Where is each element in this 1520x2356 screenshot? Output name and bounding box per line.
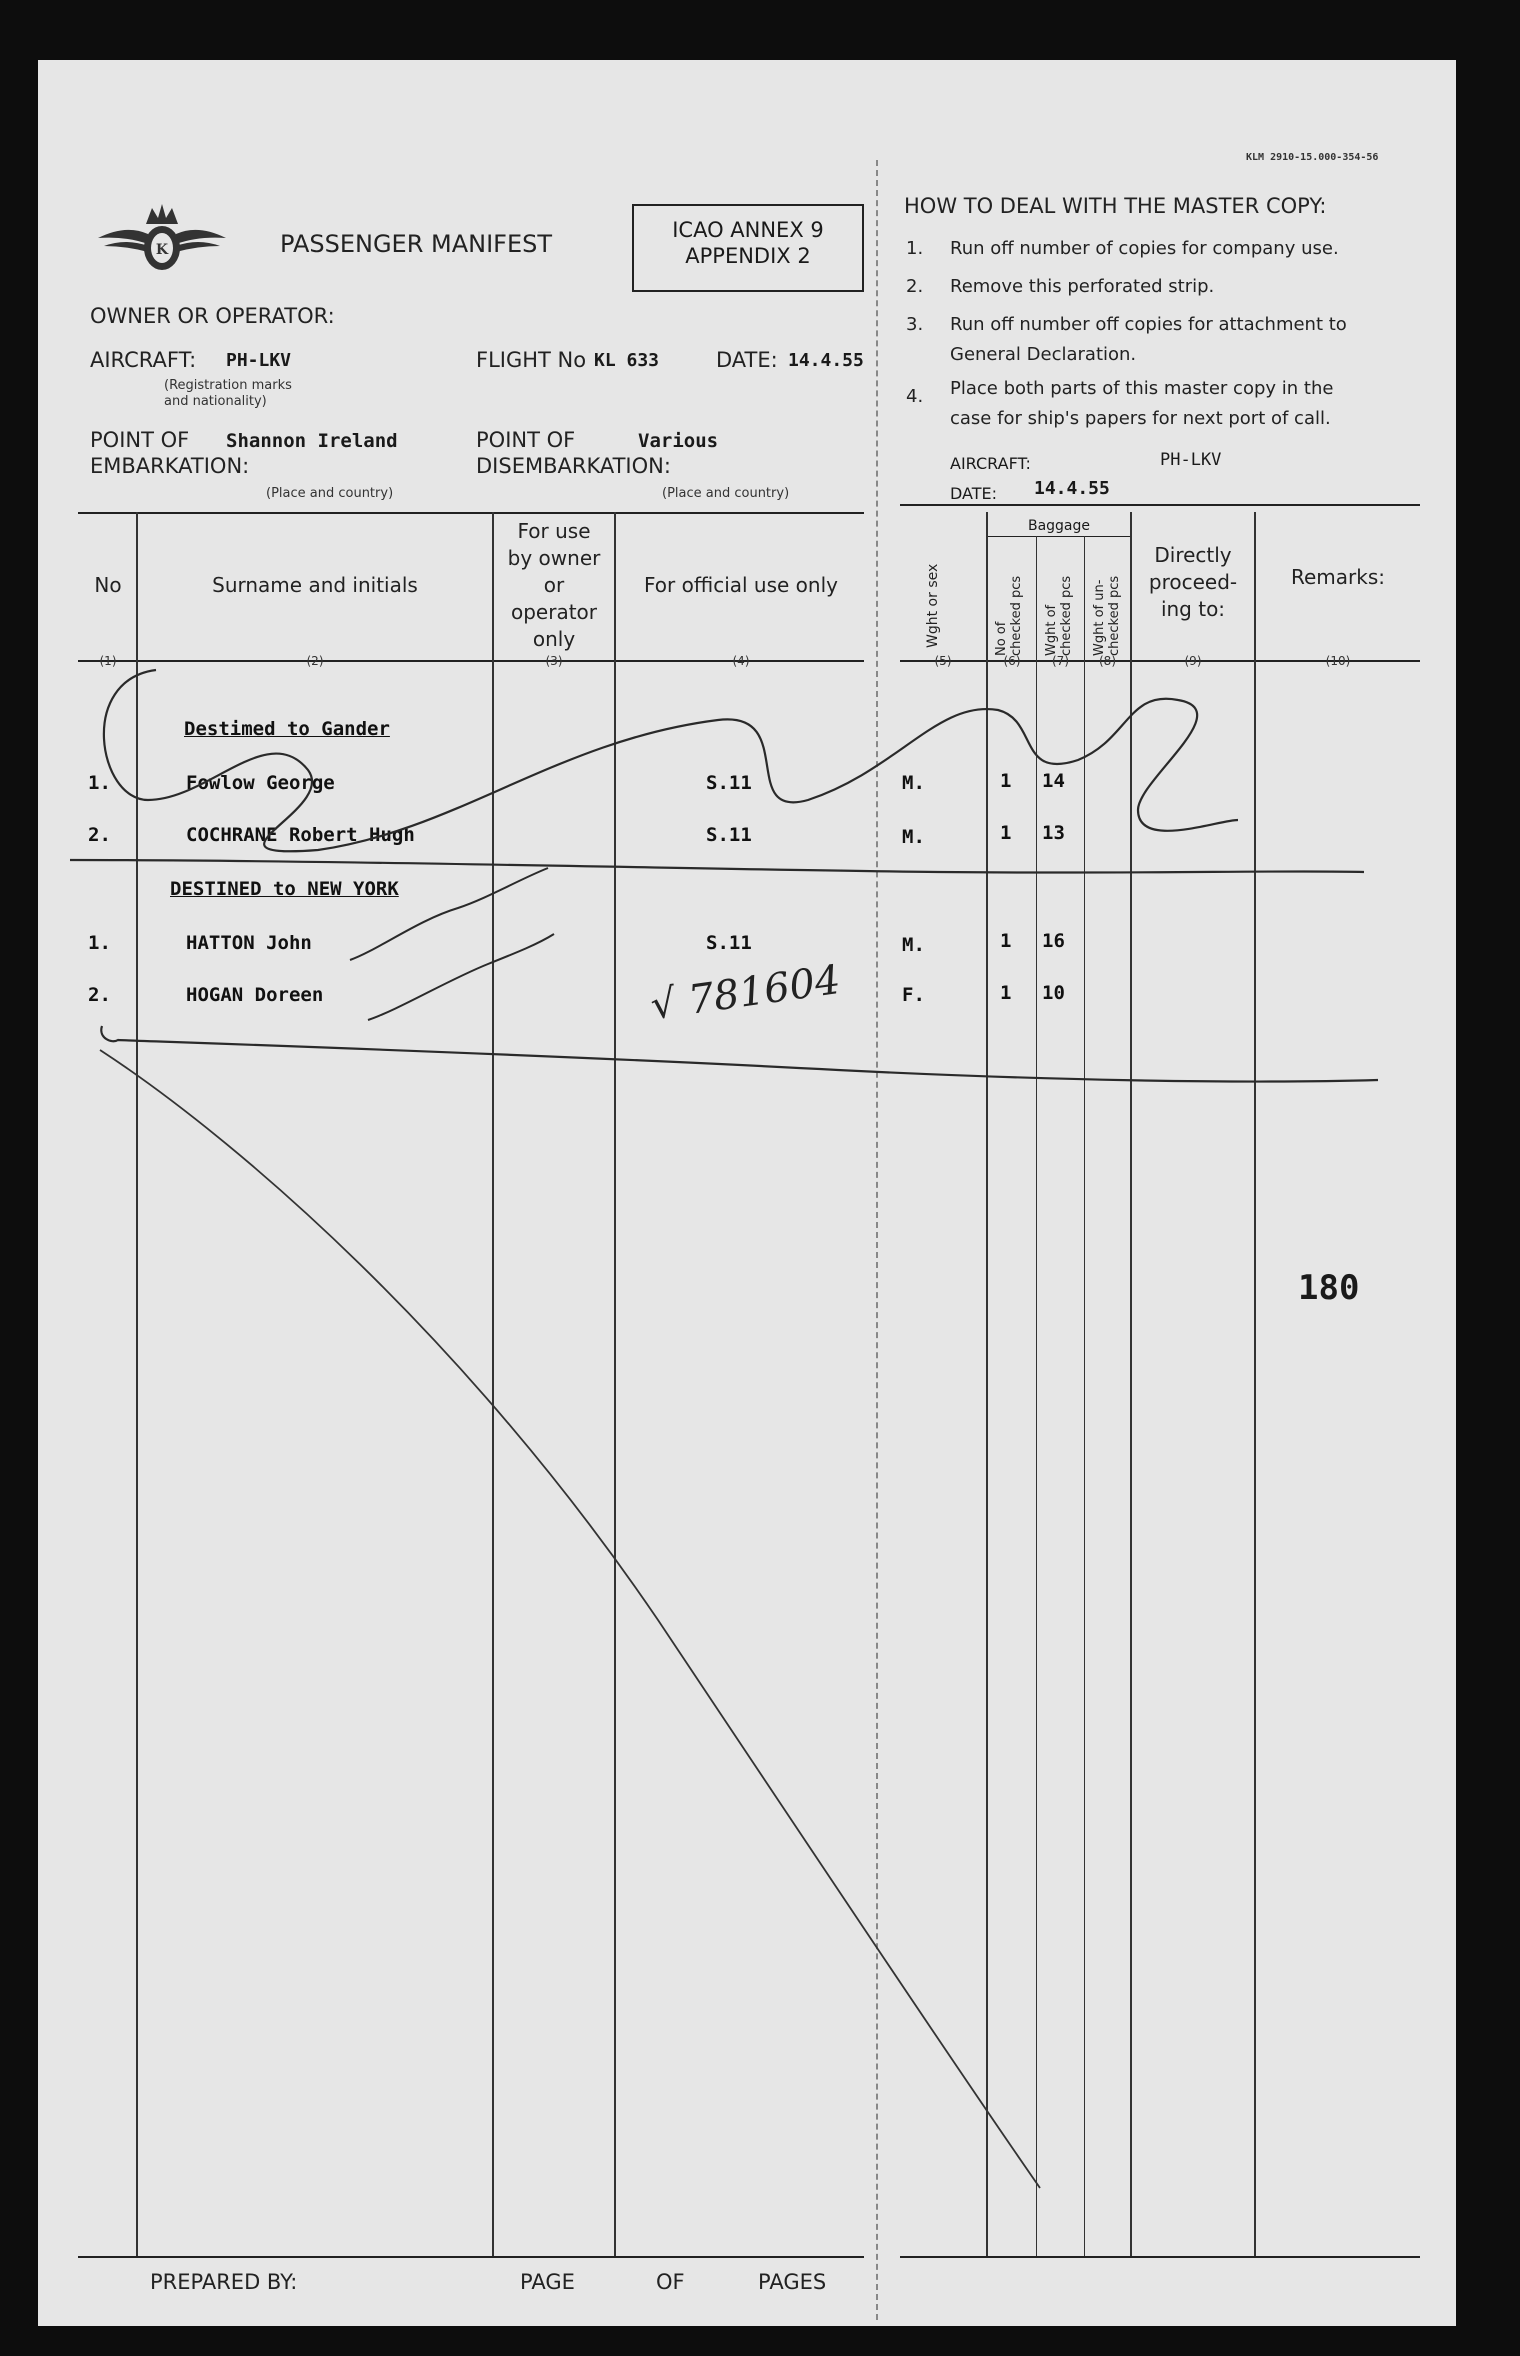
- prepared-by-label: PREPARED BY:: [150, 2270, 298, 2294]
- directly-line: ing to:: [1160, 597, 1226, 621]
- page-label: PAGE: [520, 2270, 575, 2294]
- scribble-stroke: [104, 670, 1238, 851]
- wght-unchecked-line: Wght of un-: [1092, 579, 1107, 656]
- disembarkation-value: Various: [638, 430, 719, 452]
- passenger-official: S.11: [706, 772, 752, 794]
- date-label: DATE:: [716, 348, 778, 372]
- flight-value: KL 633: [594, 350, 660, 371]
- icao-line-2: APPENDIX 2: [685, 244, 811, 268]
- col-number: (8): [1099, 654, 1116, 668]
- wght-checked-line: Wght of: [1044, 604, 1059, 656]
- step-1-num: 1.: [906, 238, 924, 259]
- owner-use-line: only: [532, 627, 576, 651]
- form-code: KLM 2910-15.000-354-56: [1246, 152, 1379, 163]
- col-number: (7): [1052, 654, 1069, 668]
- step-2-num: 2.: [906, 276, 924, 297]
- step-2-text: Remove this perforated strip.: [950, 276, 1215, 297]
- page-title: PASSENGER MANIFEST: [280, 230, 553, 258]
- owner-use-line: For use: [517, 519, 591, 543]
- date-value: 14.4.55: [788, 350, 864, 371]
- passenger-sex: F.: [902, 984, 925, 1006]
- passenger-official: S.11: [706, 932, 752, 954]
- group-heading: DESTINED to NEW YORK: [170, 878, 399, 900]
- strip-date-label: DATE:: [950, 484, 998, 503]
- step-4-num: 4.: [906, 386, 924, 407]
- owner-use-line: operator: [510, 600, 597, 624]
- passenger-sex: M.: [902, 826, 925, 848]
- passenger-weight: 13: [1042, 822, 1065, 844]
- step-3-text-2: General Declaration.: [950, 344, 1137, 365]
- svg-text:K: K: [155, 242, 169, 258]
- of-label: OF: [656, 2270, 685, 2294]
- embarkation-label-1: POINT OF: [90, 428, 190, 452]
- embarkation-note: (Place and country): [266, 486, 394, 501]
- passenger-weight: 14: [1042, 770, 1065, 792]
- passenger-no: 2.: [88, 824, 111, 846]
- col-number: (1): [99, 654, 117, 668]
- handwritten-strokes: [38, 60, 1456, 2326]
- footer-rule: [78, 2256, 864, 2258]
- col-header-weight-sex: Wght or sex: [925, 563, 941, 648]
- col-number: (4): [732, 654, 750, 668]
- passenger-pcs: 1: [1000, 822, 1012, 844]
- passenger-weight: 10: [1042, 982, 1065, 1004]
- aircraft-label: AIRCRAFT:: [90, 348, 197, 372]
- embarkation-value: Shannon Ireland: [226, 430, 398, 452]
- col-number: (9): [1184, 654, 1202, 668]
- col-number: (3): [545, 654, 563, 668]
- strip-aircraft-value: PH-LKV: [1160, 450, 1222, 470]
- check-stroke: [350, 868, 548, 960]
- step-1-text: Run off number of copies for company use.: [950, 238, 1339, 259]
- aircraft-note-1: (Registration marks: [164, 378, 292, 393]
- directly-line: Directly: [1154, 543, 1232, 567]
- strip-date-value: 14.4.55: [1034, 478, 1110, 499]
- page-stamp: 180: [1298, 1268, 1360, 1308]
- step-4-text-2: case for ship's papers for next port of call.: [950, 408, 1331, 429]
- passenger-name: Fowlow George: [186, 772, 335, 794]
- wght-checked-line: checked pcs: [1059, 575, 1074, 656]
- passenger-pcs: 1: [1000, 770, 1012, 792]
- step-4-text: Place both parts of this master copy in the: [950, 378, 1334, 399]
- embarkation-label-2: EMBARKATION:: [90, 454, 250, 478]
- master-copy-heading: HOW TO DEAL WITH THE MASTER COPY:: [904, 194, 1327, 218]
- underline-stroke: [70, 860, 1364, 873]
- passenger-weight: 16: [1042, 930, 1065, 952]
- passenger-pcs: 1: [1000, 982, 1012, 1004]
- owner-use-line: by owner: [507, 546, 601, 570]
- disembarkation-note: (Place and country): [662, 486, 790, 501]
- bracket-stroke: [101, 1026, 1378, 1082]
- footer-rule-right: [900, 2256, 1420, 2258]
- col-header-remarks: Remarks:: [1290, 565, 1385, 589]
- group-heading: Destimed to Gander: [184, 718, 390, 740]
- passenger-name: HOGAN Doreen: [186, 984, 324, 1006]
- col-header-official: For official use only: [644, 573, 838, 597]
- owner-label: OWNER OR OPERATOR:: [90, 304, 335, 328]
- col-number: (6): [1003, 654, 1021, 668]
- passenger-no: 1.: [88, 772, 111, 794]
- strip-aircraft-label: AIRCRAFT:: [950, 454, 1031, 473]
- col-header-no: No: [94, 573, 122, 597]
- passenger-name: HATTON John: [186, 932, 312, 954]
- aircraft-note-2: and nationality): [164, 394, 267, 409]
- icao-line-1: ICAO ANNEX 9: [672, 218, 824, 242]
- disembarkation-label-2: DISEMBARKATION:: [476, 454, 671, 478]
- passenger-sex: M.: [902, 934, 925, 956]
- check-stroke: [368, 934, 554, 1020]
- step-3-num: 3.: [906, 314, 924, 335]
- wght-unchecked-line: checked pcs: [1107, 575, 1122, 656]
- col-number: (2): [306, 654, 324, 668]
- handwritten-number: √ 781604: [647, 956, 844, 1030]
- no-checked-line: checked pcs: [1009, 575, 1024, 656]
- disembarkation-label-1: POINT OF: [476, 428, 576, 452]
- pages-label: PAGES: [758, 2270, 827, 2294]
- passenger-name: COCHRANE Robert Hugh: [186, 824, 415, 846]
- manifest-sheet: [38, 60, 1456, 2326]
- passenger-sex: M.: [902, 772, 925, 794]
- passenger-no: 1.: [88, 932, 111, 954]
- flight-label: FLIGHT No: [476, 348, 587, 372]
- passenger-no: 2.: [88, 984, 111, 1006]
- diagonal-cancel-stroke: [100, 1050, 1040, 2188]
- directly-line: proceed-: [1148, 570, 1238, 594]
- col-number: (10): [1325, 654, 1351, 668]
- col-header-surname: Surname and initials: [212, 573, 418, 597]
- col-number: (5): [934, 654, 952, 668]
- aircraft-value: PH-LKV: [226, 350, 292, 371]
- step-3-text: Run off number off copies for attachment to: [950, 314, 1347, 335]
- col-header-baggage: Baggage: [1027, 518, 1091, 534]
- passenger-pcs: 1: [1000, 930, 1012, 952]
- no-checked-line: No of: [994, 621, 1009, 656]
- owner-use-line: or: [543, 573, 565, 597]
- passenger-official: S.11: [706, 824, 752, 846]
